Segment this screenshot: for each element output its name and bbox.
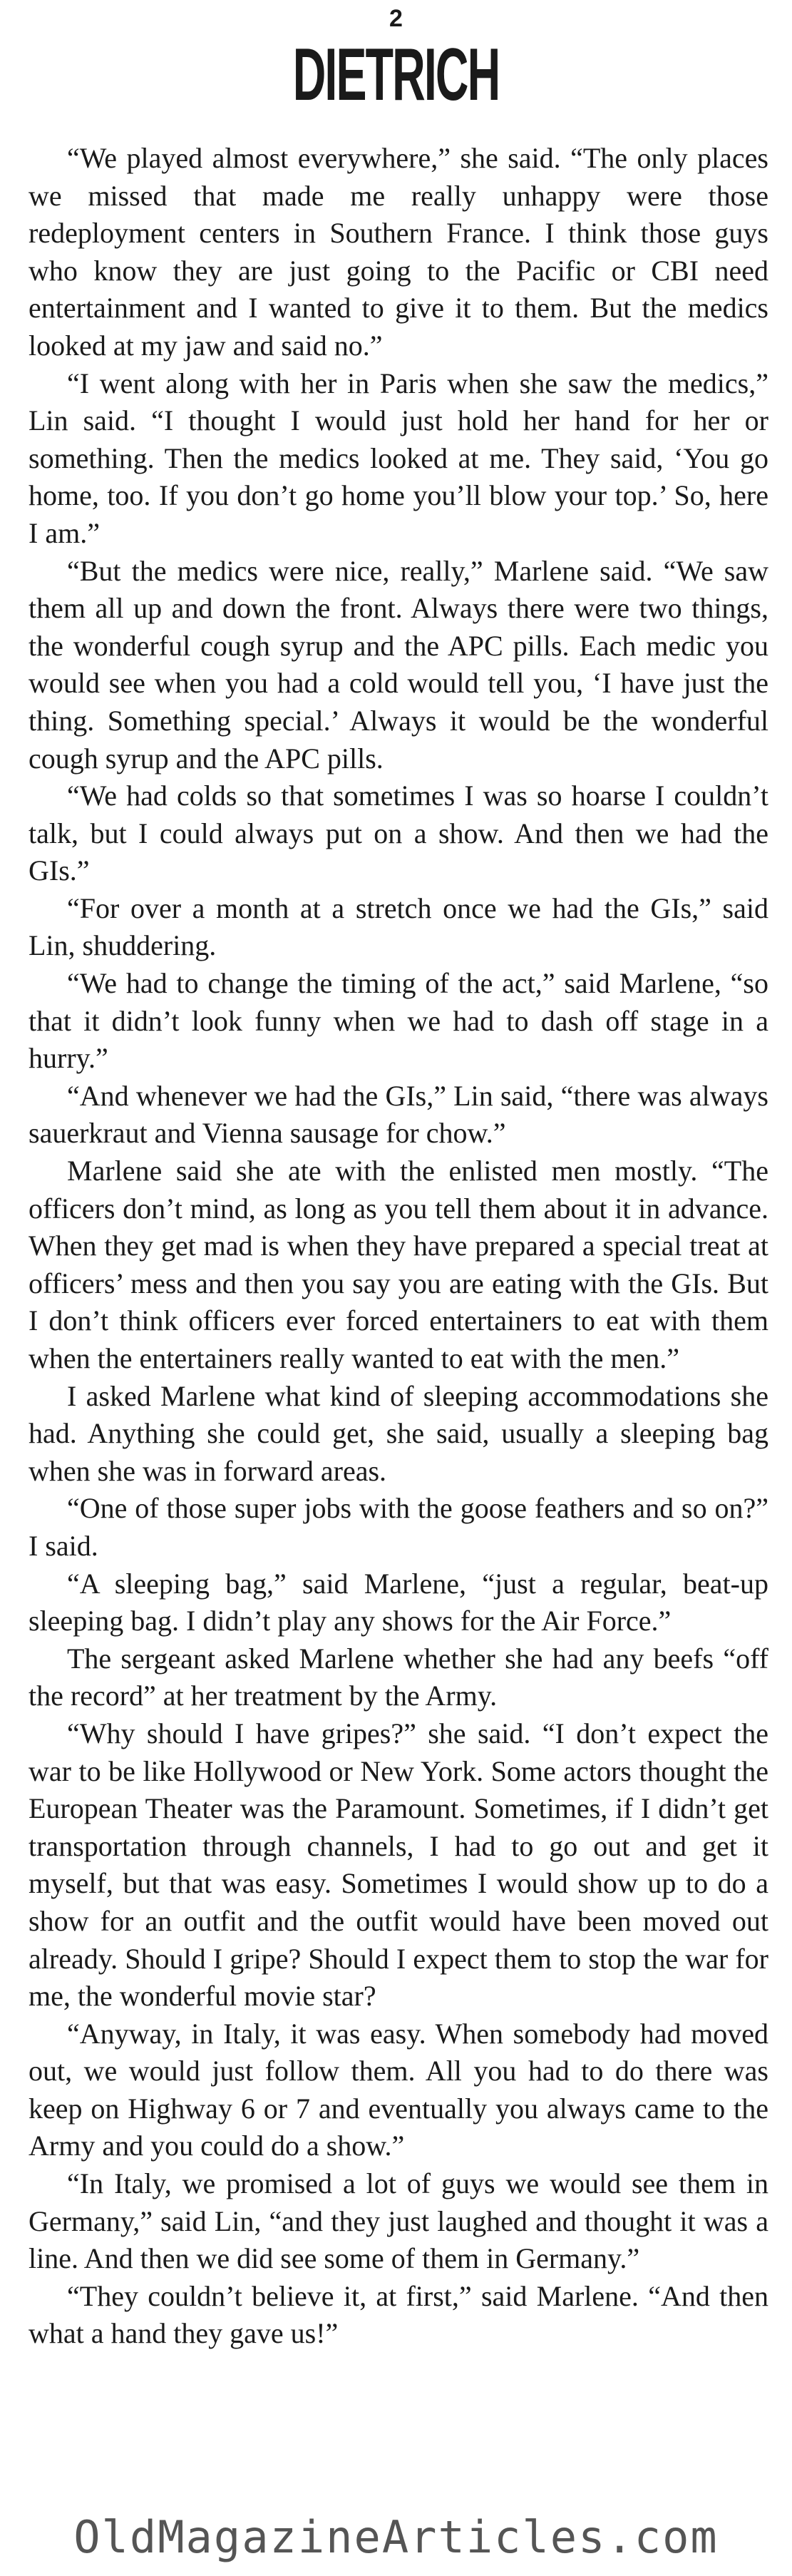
article-paragraph: “For over a month at a stretch once we had the GIs,” said Lin, shuddering. (29, 891, 768, 962)
article-paragraph: I asked Marlene what kind of sleeping accommodations she had. Anything she could get, she said, usually a sleeping bag when she was in forward areas. (29, 1379, 768, 1487)
article-paragraph: “We played almost everywhere,” she said. “The only places we missed that made me really unhappy were those redeployment centers in Southern France. I think those guys who know they are just going to the Pacific or CBI need entertainment and I wanted to give it to them. But the medics looked at my jaw and said no.” (29, 142, 768, 362)
article-paragraph: Marlene said she ate with the enlisted men mostly. “The officers don’t mind, as long as you tell them about it in advance. When they get mad is when they have prepared a special treat at officers’ mess and then you say you are eating with the GIs. But I don’t think officers ever forced entertainers to eat with them when the entertainers really wanted to eat with the men.” (29, 1155, 768, 1374)
article-paragraph: “One of those super jobs with the goose feathers and so on?” I said. (29, 1492, 768, 1562)
article-paragraph: “In Italy, we promised a lot of guys we would see them in Germany,” said Lin, “and they just laughed and thought it was a line. And then we did see some of them in Germany.” (29, 2167, 768, 2275)
article-paragraph: “We had to change the timing of the act,” said Marlene, “so that it didn’t look funny when we had to dash off stage in a hurry.” (29, 967, 768, 1075)
article-body (29, 140, 768, 2353)
article-paragraph: “A sleeping bag,” said Marlene, “just a regular, beat-up sleeping bag. I didn’t play any shows for the Air Force.” (29, 1567, 768, 1637)
article-paragraph: “Why should I have gripes?” she said. “I don’t expect the war to be like Hollywood or New York. Some actors thought the European Theater was the Paramount. Sometimes, if I didn’t get transportation through channels, I had to go out and get it myself, but that was easy. Sometimes I would show up to do a show for an outfit and the outfit would have been moved out already. Should I gripe? Should I expect them to stop the war for me, the wonderful movie star? (29, 1717, 768, 2013)
article-headline: DIETRICH (292, 34, 500, 116)
article-paragraph: “They couldn’t believe it, at first,” said Marlene. “And then what a hand they gave us!” (29, 2279, 768, 2350)
article-paragraph: “Anyway, in Italy, it was easy. When somebody had moved out, we would just follow them. All you had to do there was keep on Highway 6 or 7 and eventually you always came to the Army and you could do a show.” (29, 2017, 768, 2162)
page-number: 2 (389, 5, 403, 32)
site-watermark: OldMagazineArticles.com (73, 2511, 719, 2563)
article-paragraph: “And whenever we had the GIs,” Lin said, “there was always sauerkraut and Vienna sausage for chow.” (29, 1079, 768, 1150)
article-paragraph: “I went along with her in Paris when she saw the medics,” Lin said. “I thought I would just hold her hand for her or something. Then the medics looked at me. They said, ‘You go home, too. If you don’t go home you’ll blow your top.’ So, here I am.” (29, 367, 768, 549)
article-paragraph: “But the medics were nice, really,” Marlene said. “We saw them all up and down the front. Always there were two things, the wonderful cough syrup and the APC pills. Each medic you would see when you had a cold would tell you, ‘I have just the thing. Something special.’ Always it would be the wonderful cough syrup and the APC pills. (29, 554, 768, 775)
article-paragraph: “We had colds so that sometimes I was so hoarse I couldn’t talk, but I could always put on a show. And then we had the GIs.” (29, 780, 768, 887)
article-paragraph: The sergeant asked Marlene whether she had any beefs “off the record” at her treatment by the Army. (29, 1642, 768, 1712)
